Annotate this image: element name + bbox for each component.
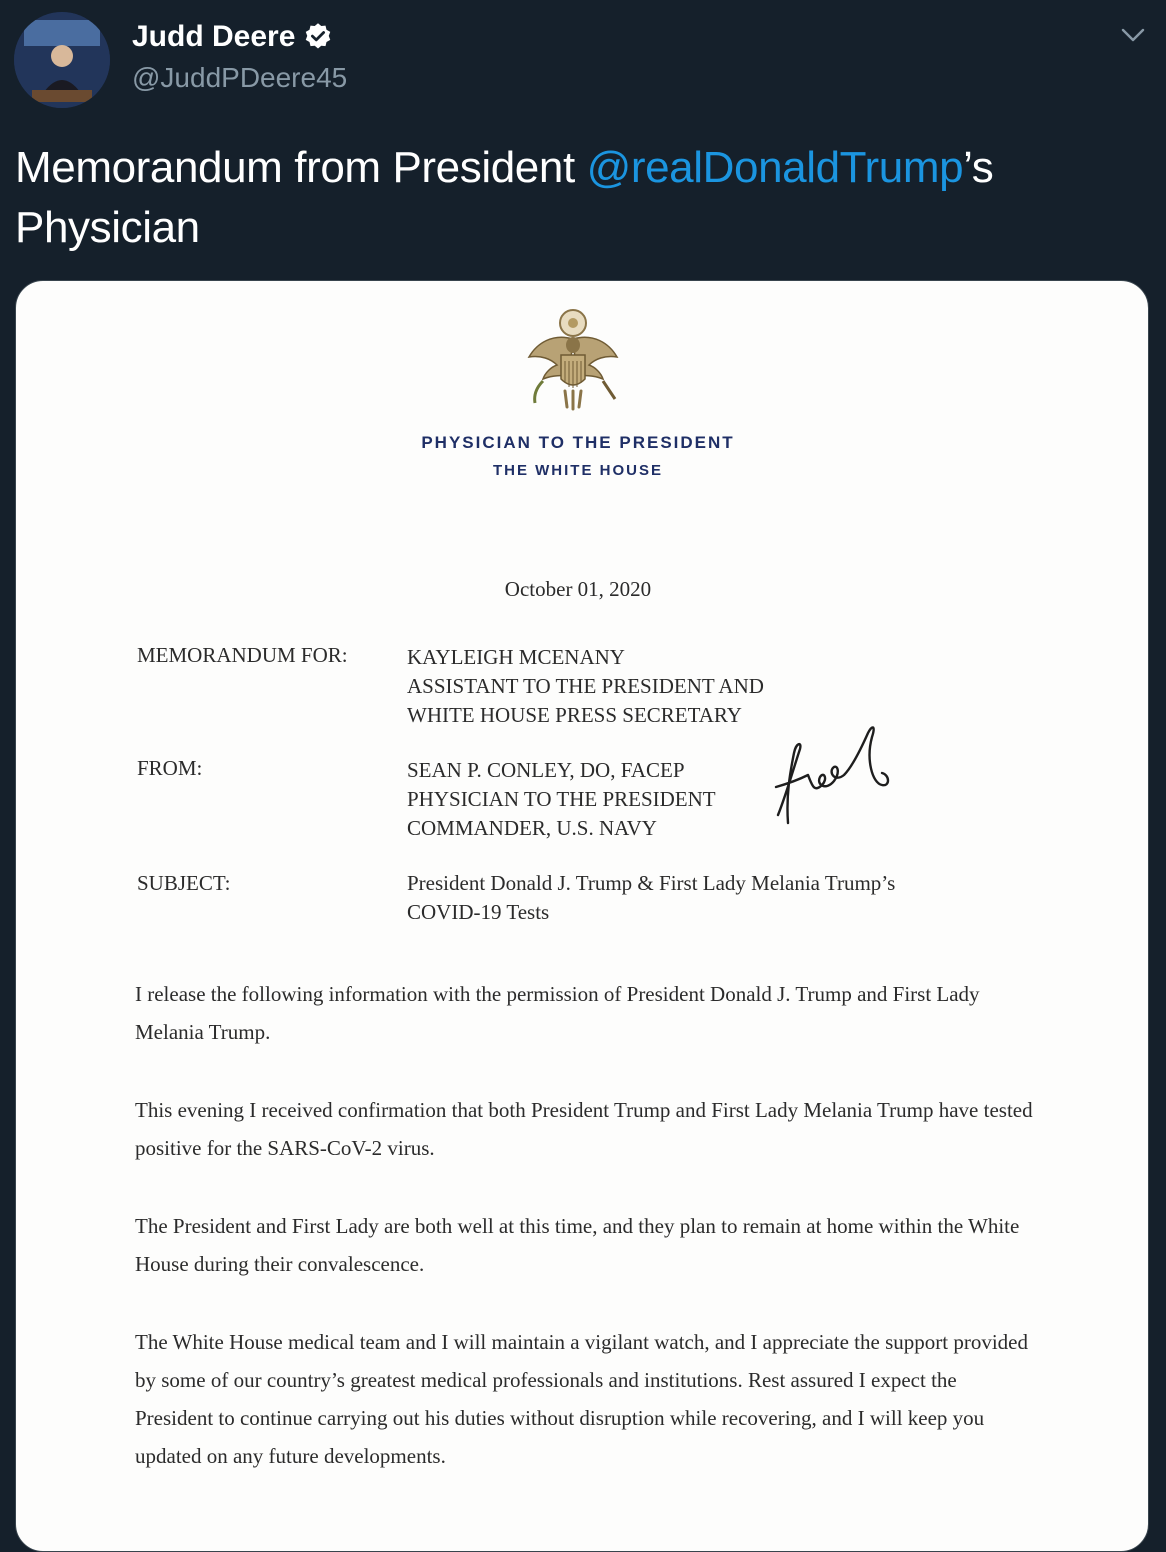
avatar[interactable] bbox=[14, 12, 110, 108]
memo-date: October 01, 2020 bbox=[504, 577, 652, 601]
subject-line: COVID-19 Tests bbox=[407, 900, 550, 924]
recipient-line: KAYLEIGH MCENANY bbox=[407, 645, 625, 669]
memorandum-document bbox=[16, 281, 1148, 1551]
chevron-down-icon[interactable] bbox=[1118, 22, 1148, 48]
tweet-text bbox=[15, 138, 1145, 258]
author-handle[interactable]: @JuddPDeere45 bbox=[132, 62, 348, 93]
author-name[interactable]: Judd Deere bbox=[132, 20, 296, 53]
sender-line: PHYSICIAN TO THE PRESIDENT bbox=[407, 787, 716, 811]
presidential-seal-icon bbox=[523, 303, 623, 411]
memorandum-for-recipient bbox=[407, 643, 764, 730]
from-label: FROM: bbox=[137, 756, 203, 780]
sender-line: COMMANDER, U.S. NAVY bbox=[407, 816, 657, 840]
handwritten-signature bbox=[768, 719, 898, 831]
recipient-line: WHITE HOUSE PRESS SECRETARY bbox=[407, 703, 742, 727]
memo-paragraph: This evening I received confirmation that both President Trump and First Lady Melania Trump have tested positive for the SARS-CoV-2 virus. bbox=[135, 1098, 1033, 1160]
memo-paragraph: The White House medical team and I will maintain a vigilant watch, and I appreciate the support provided by some of our country’s greatest medical professionals and institutions. Rest assured I expect the President to continue carrying out his duties without disruption while recovering, and I will keep you updated on any future developments. bbox=[135, 1330, 1028, 1468]
recipient-line: ASSISTANT TO THE PRESIDENT AND bbox=[407, 674, 764, 698]
letterhead-title: PHYSICIAN TO THE PRESIDENT bbox=[421, 433, 735, 452]
tweet-text-before: Memorandum from President bbox=[15, 143, 587, 192]
memorandum-for-label: MEMORANDUM FOR: bbox=[137, 643, 348, 667]
letterhead-subtitle: THE WHITE HOUSE bbox=[492, 462, 663, 479]
mention-link[interactable]: @realDonaldTrump bbox=[586, 143, 964, 192]
verified-badge-icon bbox=[303, 22, 333, 52]
subject-label: SUBJECT: bbox=[137, 871, 231, 895]
memo-paragraph: I release the following information with the permission of President Donald J. Trump and First Lady Melania Trump. bbox=[135, 982, 980, 1044]
tweet-text-after: ’s Physician bbox=[15, 143, 994, 252]
memo-paragraph: The President and First Lady are both well at this time, and they plan to remain at home within the White House during their convalescence. bbox=[135, 1214, 1020, 1276]
subject-line: President Donald J. Trump & First Lady Melania Trump’s bbox=[407, 871, 896, 895]
sender-line: SEAN P. CONLEY, DO, FACEP bbox=[407, 758, 685, 782]
from-sender bbox=[407, 756, 716, 843]
tweet-image[interactable] bbox=[15, 280, 1149, 1552]
avatar-image bbox=[14, 12, 110, 108]
author-name-row[interactable] bbox=[132, 20, 333, 54]
subject-text bbox=[407, 869, 895, 927]
